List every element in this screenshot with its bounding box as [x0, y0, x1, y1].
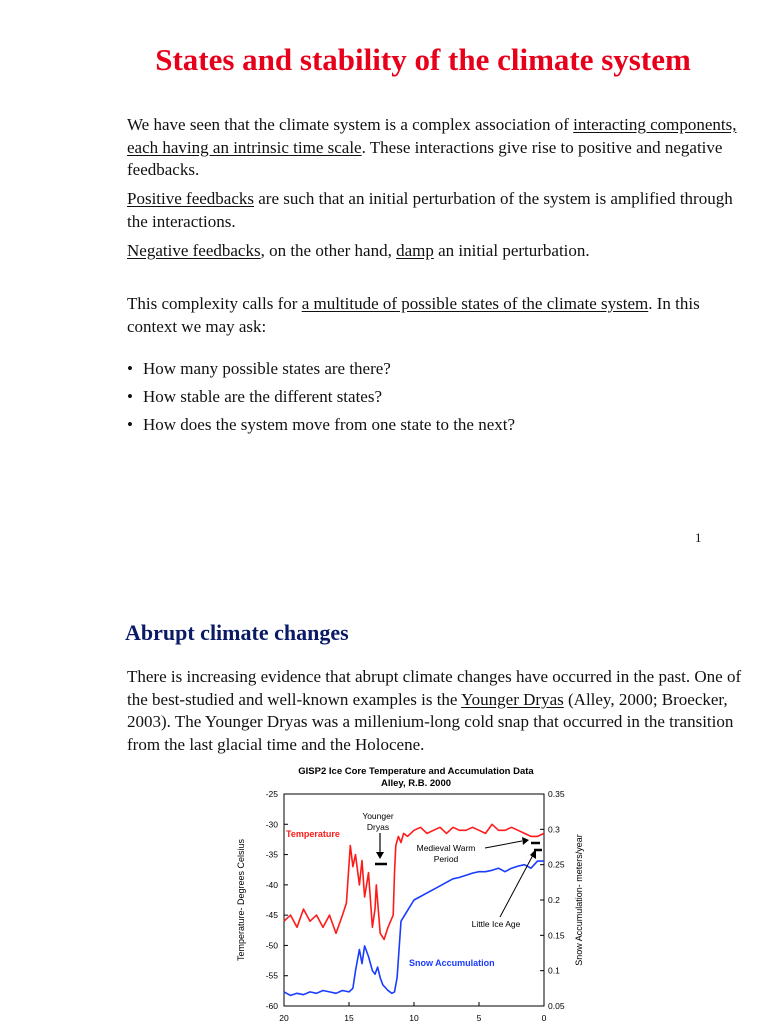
intro-text-1: We have seen that the climate system is a complex association of [127, 115, 574, 134]
x-tick-label: 10 [409, 1013, 419, 1023]
y2-tick-label: 0.2 [548, 895, 560, 905]
chart-title: GISP2 Ice Core Temperature and Accumulation Data [298, 766, 534, 777]
damp-underlined: damp [396, 241, 434, 260]
page-number: 1 [695, 530, 702, 545]
temperature-series-label: Temperature [286, 829, 340, 839]
y2-tick-label: 0.15 [548, 930, 565, 941]
list-item-text: How many possible states are there? [143, 359, 391, 378]
y2-tick-label: 0.25 [548, 859, 565, 870]
y2-tick-label: 0.3 [548, 824, 560, 835]
list-item-text: How does the system move from one state to the next? [143, 415, 516, 434]
y-axis-label: Temperature- Degrees Celsius [236, 838, 246, 962]
list-item [127, 358, 515, 386]
section-title: Abrupt climate changes [125, 620, 349, 645]
multitude-states-underlined: a multitude of possible states of the climate system [301, 294, 649, 313]
y2-tick-label: 0.35 [548, 789, 565, 799]
chart-svg [226, 760, 606, 1024]
negative-feedback-text-1: , on the other hand, [260, 241, 397, 260]
medieval-warm-annotation-line2: Period [433, 854, 459, 864]
positive-feedback-paragraph [127, 188, 737, 233]
medieval-warm-annotation-line1: Medieval Warm [416, 843, 476, 853]
complexity-paragraph [127, 293, 737, 338]
bullet-dot: • [127, 415, 133, 434]
intro-text-3: . These interactions give rise to positive and negative feedbacks. [127, 137, 723, 179]
intro-paragraph [127, 114, 737, 182]
interacting-components-underlined: interacting components, [573, 115, 737, 134]
y-tick-label: -60 [265, 1001, 278, 1011]
list-item [127, 414, 515, 442]
slide-title: States and stability of the climate system [155, 42, 691, 77]
y-tick-label: -30 [265, 819, 278, 830]
x-tick-label: 5 [476, 1013, 482, 1023]
y2-tick-label: 0.1 [548, 965, 560, 976]
list-item [127, 386, 515, 414]
bullet-dot: • [127, 387, 133, 406]
medieval-warm-arrow [485, 841, 522, 848]
younger-dryas-arrowhead [376, 852, 384, 859]
ice-core-chart [226, 760, 606, 1024]
x-tick-label: 20 [279, 1013, 289, 1023]
y-tick-label: -35 [265, 849, 278, 860]
younger-dryas-annotation-line2: Dryas [366, 822, 390, 832]
y-tick-label: -55 [265, 970, 278, 981]
time-scale-underlined: each having an intrinsic time scale [127, 137, 362, 157]
complexity-text-1: This complexity calls for [127, 294, 302, 313]
little-ice-age-arrow [500, 855, 533, 917]
negative-feedback-text-2: an initial perturbation. [433, 241, 590, 260]
bullet-dot: • [127, 359, 133, 378]
abrupt-text-1: There is increasing evidence that abrupt climate changes have occurred in the past. One of the best-studied and well-known examples is the [127, 667, 742, 709]
chart-subtitle: Alley, R.B. 2000 [380, 778, 452, 789]
abrupt-text-2: (Alley, 2000; Broecker, 2003). The Younger Dryas was a millenium-long cold snap that occurred in the transition from the last glacial time and the Holocene. [127, 689, 734, 754]
complexity-text-2: . In this context we may ask: [127, 294, 700, 336]
little-ice-age-annotation: Little Ice Age [471, 919, 521, 929]
question-list [127, 358, 515, 442]
positive-feedbacks-underlined: Positive feedbacks [127, 189, 254, 208]
negative-feedbacks-underlined: Negative feedbacks [127, 241, 261, 260]
negative-feedback-paragraph [127, 240, 737, 263]
y2-tick-label: 0.05 [548, 1001, 565, 1011]
younger-dryas-paragraph [127, 666, 742, 756]
younger-dryas-underlined: Younger Dryas [461, 689, 564, 709]
positive-feedback-text: are such that an initial perturbation of the system is amplified through the interactions. [127, 189, 733, 231]
y2-axis-label: Snow Accumulation- meters/year [574, 834, 584, 966]
medieval-warm-arrowhead [522, 837, 529, 845]
younger-dryas-annotation-line1: Younger [362, 811, 394, 821]
y-tick-label: -45 [265, 910, 278, 921]
x-tick-label: 0 [541, 1013, 547, 1023]
y-tick-label: -25 [265, 789, 278, 799]
y-tick-label: -50 [265, 940, 278, 951]
list-item-text: How stable are the different states? [143, 387, 383, 406]
x-tick-label: 15 [344, 1013, 354, 1023]
y-tick-label: -40 [265, 879, 278, 890]
accumulation-series-label: Snow Accumulation [409, 958, 495, 968]
